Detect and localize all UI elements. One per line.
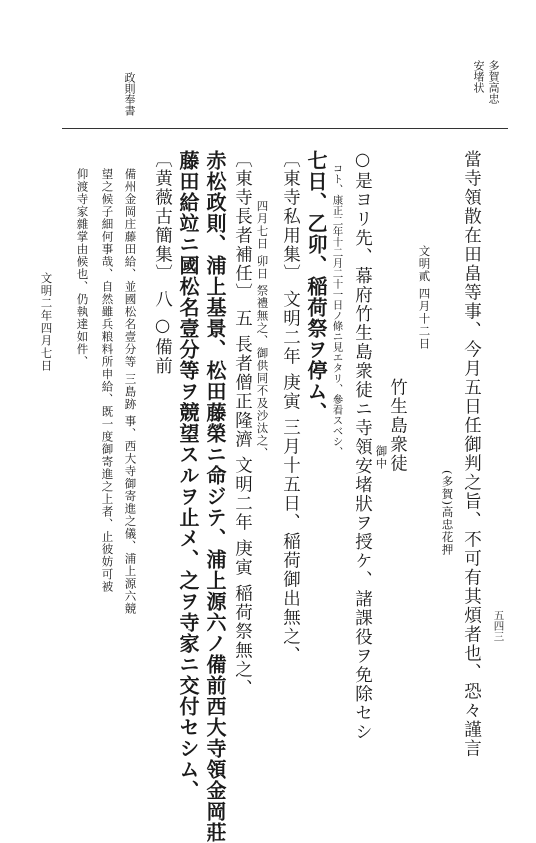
text-column-april7: 四月七日 卯日 祭禮無之、御供同不及沙汰之、: [255, 200, 270, 460]
text-column-toji-shiyoshu: 〔東寺私用集〕 文明二年 庚寅 三月十五日、稲荷御出無之、: [280, 150, 301, 666]
running-head-line1: 多賀高忠: [487, 60, 500, 104]
text-column-toji-choja: 〔東寺長者補任〕 五 長者僧正隆濟 文明二年 庚寅 稲荷祭無之、: [232, 150, 253, 699]
text-column-akamatsu: 赤松政則、浦上基景、松田藤榮ニ命ジテ、浦上源六ノ備前西大寺領金岡莊: [203, 150, 227, 843]
text-column-letter1: 備州金岡庄藤田給、並國松名壹分等 三島跡 事、西大寺御寄進之儀、浦上源六競: [123, 168, 138, 615]
running-head-line2: 安堵状: [472, 60, 485, 93]
page-number: 五四三: [492, 610, 505, 642]
text-column-letter3: 仰渡寺家雜掌由候也、仍執達如件、: [75, 168, 90, 368]
text-column-note2: コト、康正二年十二月二十一日ノ條ニ見エタリ、參看スベシ、: [331, 163, 344, 457]
header-rule: [62, 128, 508, 129]
text-column-signature: (多賀)高忠花押: [440, 470, 455, 556]
text-column-recipient: 竹生島衆徒: [387, 378, 408, 473]
running-head-left: 政則奉書: [123, 72, 136, 116]
text-column-recipient-sub: 御中: [374, 445, 389, 470]
text-column-date: 文明貳 四月十二日: [417, 245, 432, 350]
text-column-1: 當寺領散在田畠等事、今月五日任御判之旨、不可有其煩者也、恐々謹言: [461, 150, 482, 758]
text-column-note1: ○是ヨリ先、幕府竹生島衆徒ニ寺領安堵狀ヲ授ケ、諸課役ヲ免除セシ: [352, 150, 373, 742]
text-column-letter2: 望之候子細何事哉、自然雖兵粮料所申給、既一度御寄進之上者、止彼妨可被: [100, 168, 115, 593]
date-footer: 文明二年四月七日: [39, 272, 54, 372]
text-column-kobi-kokanshu: 〔黄薇古簡集〕 八 ○備前: [152, 150, 173, 376]
text-column-heading-7th: 七日、乙卯、稲荷祭ヲ停ム、: [304, 150, 328, 423]
text-column-fujita: 藤田給竝ニ國松名壹分等ヲ競望スルヲ止メ、之ヲ寺家ニ交付セシム、: [176, 150, 200, 801]
